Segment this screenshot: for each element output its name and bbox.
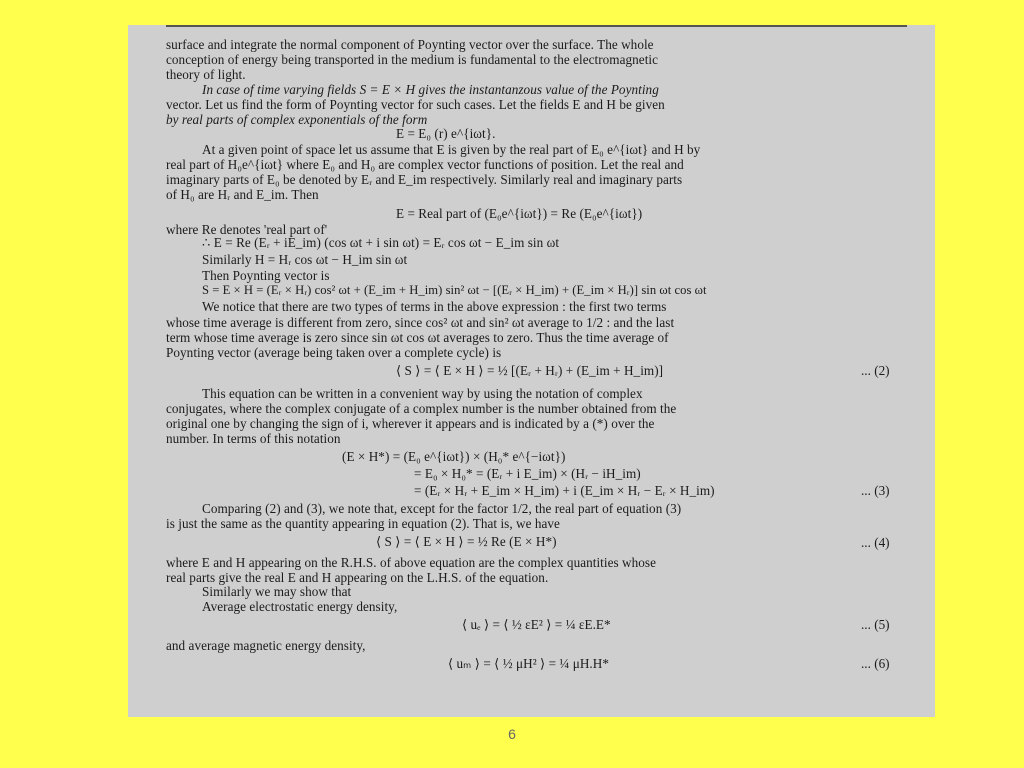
document-page	[128, 25, 935, 717]
equation-label: ... (6)	[861, 656, 890, 671]
text-line: real part of H₀e^{iωt} where E₀ and H₀ are complex vector functions of position. Let the real and	[166, 157, 684, 172]
equation: ∴ E = Re (Eᵣ + iE_im) (cos ωt + i sin ωt) = Eᵣ cos ωt − E_im sin ωt	[202, 235, 560, 250]
text-line: where E and H appearing on the R.H.S. of above equation are the complex quantities whose	[166, 555, 656, 570]
text-line: Comparing (2) and (3), we note that, except for the factor 1/2, the real part of equation (3)	[202, 501, 682, 516]
text-line: Average electrostatic energy density,	[202, 599, 398, 614]
text-line: We notice that there are two types of terms in the above expression : the first two terms	[202, 299, 667, 314]
equation-label: ... (5)	[861, 617, 890, 632]
text-line: conjugates, where the complex conjugate of a complex number is the number obtained from the	[166, 401, 677, 416]
text-line: At a given point of space let us assume that E is given by the real part of E₀ e^{iωt} and H by	[202, 142, 701, 157]
text-line: This equation can be written in a convenient way by using the notation of complex	[202, 386, 643, 401]
text-line: imaginary parts of E₀ be denoted by Eᵣ and E_im respectively. Similarly real and imaginary parts	[166, 172, 683, 187]
text-line: Poynting vector (average being taken over a complete cycle) is	[166, 345, 502, 360]
text-line: of H₀ are Hᵣ and E_im. Then	[166, 187, 319, 202]
text-line: where Re denotes 'real part of'	[166, 222, 328, 237]
text-line: real parts give the real E and H appearing on the L.H.S. of the equation.	[166, 570, 549, 585]
text-line: theory of light.	[166, 67, 246, 82]
equation: S = E × H = (Eᵣ × Hᵣ) cos² ωt + (E_im + H_im) sin² ωt − [(Eᵣ × H_im) + (E_im × Hᵣ)] sin ωt cos ωt	[202, 283, 707, 297]
equation: Similarly H = Hᵣ cos ωt − H_im sin ωt	[202, 252, 408, 267]
equation: ⟨ S ⟩ = ⟨ E × H ⟩ = ½ Re (E × H*)	[376, 534, 557, 549]
text-line: Then Poynting vector is	[202, 268, 330, 283]
text-line: and average magnetic energy density,	[166, 638, 366, 653]
equation-label: ... (3)	[861, 483, 890, 498]
text-line: surface and integrate the normal component of Poynting vector over the surface. The whole	[166, 37, 654, 52]
equation: = E₀ × H₀* = (Eᵣ + i E_im) × (Hᵣ − iH_im)	[414, 466, 641, 481]
text-line: is just the same as the quantity appearing in equation (2). That is, we have	[166, 516, 560, 531]
equation: = (Eᵣ × Hᵣ + E_im × H_im) + i (E_im × Hᵣ − Eᵣ × H_im)	[414, 483, 715, 498]
equation: E = Real part of (E₀e^{iωt}) = Re (E₀e^{iωt})	[396, 206, 643, 221]
equation: ⟨ S ⟩ = ⟨ E × H ⟩ = ½ [(Eᵣ + Hᵣ) + (E_im + H_im)]	[396, 363, 664, 378]
equation-label: ... (4)	[861, 535, 890, 550]
text-line: number. In terms of this notation	[166, 431, 341, 446]
text-line: by real parts of complex exponentials of the form	[166, 112, 428, 127]
equation: E = E₀ (r) e^{iωt}.	[396, 126, 496, 141]
equation: ⟨ uₑ ⟩ = ⟨ ½ εE² ⟩ = ¼ εE.E*	[462, 617, 611, 632]
text-line: conception of energy being transported in the medium is fundamental to the electromagnetic	[166, 52, 659, 67]
text-line: term whose time average is zero since sin ωt cos ωt averages to zero. Thus the time average of	[166, 330, 669, 345]
equation: ⟨ uₘ ⟩ = ⟨ ½ μH² ⟩ = ¼ μH.H*	[448, 656, 609, 671]
text-line: Similarly we may show that	[202, 584, 352, 599]
page-top-rule	[166, 25, 907, 27]
equation-label: ... (2)	[861, 363, 890, 378]
text-line: original one by changing the sign of i, wherever it appears and is indicated by a (*) over the	[166, 416, 655, 431]
text-line: In case of time varying fields S = E × H gives the instantanzous value of the Poynting	[202, 82, 659, 97]
text-line: whose time average is different from zero, since cos² ωt and sin² ωt average to 1/2 : and the last	[166, 315, 675, 330]
text-line: vector. Let us find the form of Poynting vector for such cases. Let the fields E and H be given	[166, 97, 665, 112]
slide-number: 6	[508, 726, 516, 742]
equation: (E × H*) = (E₀ e^{iωt}) × (H₀* e^{−iωt})	[342, 449, 566, 464]
